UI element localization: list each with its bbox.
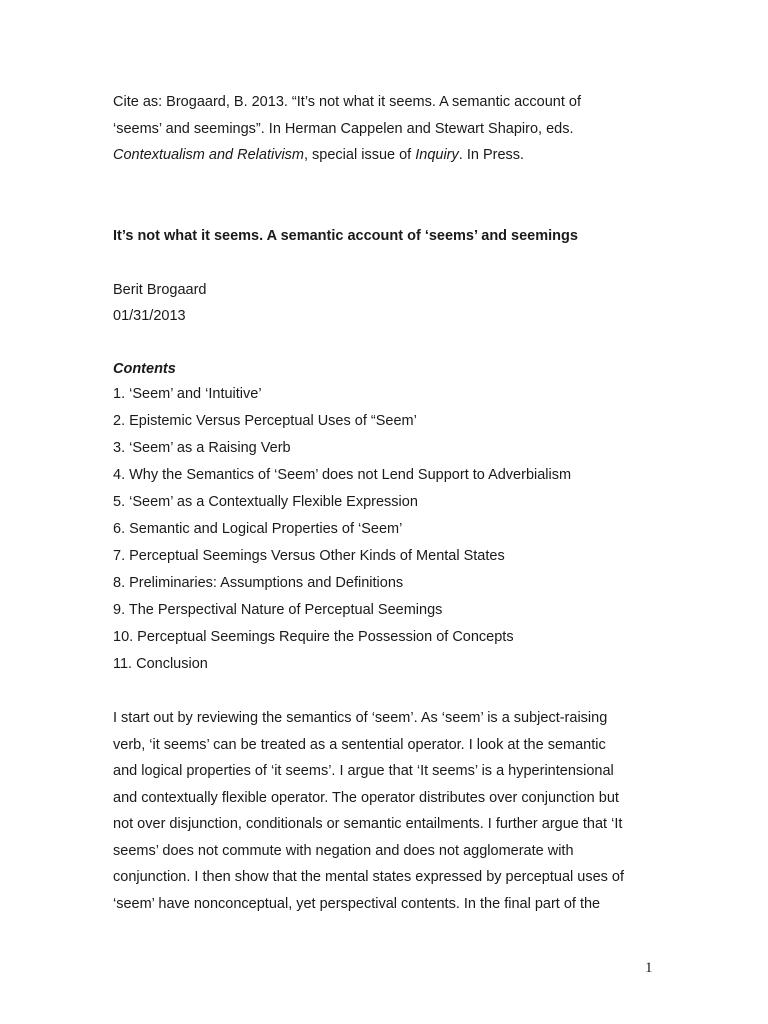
page-number: 1 — [645, 960, 653, 976]
citation-text: , special issue of — [304, 147, 416, 163]
citation-line-2: ‘seems’ and seemings”. In Herman Cappelen and Stewart Shapiro, eds. — [113, 121, 574, 137]
table-of-contents — [113, 385, 571, 682]
toc-item: 4. Why the Semantics of ‘Seem’ does not Lend Support to Adverbialism — [113, 467, 572, 483]
journal-title: Contextualism and Relativism — [113, 147, 304, 163]
toc-item: 2. Epistemic Versus Perceptual Uses of “Seem’ — [113, 413, 417, 429]
abstract-line: conjunction. I then show that the mental states expressed by perceptual uses of — [113, 869, 625, 885]
citation-line-3 — [113, 146, 524, 164]
toc-item: 8. Preliminaries: Assumptions and Definitions — [113, 575, 404, 591]
abstract-line: seems’ does not commute with negation and does not agglomerate with — [113, 843, 574, 859]
abstract-line: and contextually flexible operator. The operator distributes over conjunction but — [113, 790, 619, 806]
toc-item: 9. The Perspectival Nature of Perceptual Seemings — [113, 602, 443, 618]
abstract-line: and logical properties of ‘it seems’. I argue that ‘It seems’ is a hyperintensional — [113, 763, 614, 779]
journal-name: Inquiry — [415, 147, 459, 163]
toc-item: 6. Semantic and Logical Properties of ‘Seem’ — [113, 521, 403, 537]
abstract-line: verb, ‘it seems’ can be treated as a sentential operator. I look at the semantic — [113, 737, 606, 753]
toc-item: 11. Conclusion — [113, 656, 208, 672]
toc-item: 1. ‘Seem’ and ‘Intuitive’ — [113, 386, 262, 402]
citation-line-1: Cite as: Brogaard, B. 2013. “It’s not what it seems. A semantic account of — [113, 94, 582, 110]
toc-item: 3. ‘Seem’ as a Raising Verb — [113, 440, 291, 456]
toc-item: 7. Perceptual Seemings Versus Other Kinds of Mental States — [113, 548, 505, 564]
toc-item: 10. Perceptual Seemings Require the Possession of Concepts — [113, 629, 514, 645]
toc-item: 5. ‘Seem’ as a Contextually Flexible Expression — [113, 494, 418, 510]
paper-date: 01/31/2013 — [113, 308, 186, 324]
author-name: Berit Brogaard — [113, 282, 207, 298]
abstract-line: I start out by reviewing the semantics of ‘seem’. As ‘seem’ is a subject-raising — [113, 710, 608, 726]
contents-heading: Contents — [113, 361, 176, 377]
abstract-line: not over disjunction, conditionals or semantic entailments. I further argue that ‘It — [113, 816, 623, 832]
paper-title: It’s not what it seems. A semantic account of ‘seems’ and seemings — [113, 228, 578, 244]
citation-status: . In Press. — [458, 147, 525, 163]
abstract-line: ‘seem’ have nonconceptual, yet perspectival contents. In the final part of the — [113, 896, 601, 912]
